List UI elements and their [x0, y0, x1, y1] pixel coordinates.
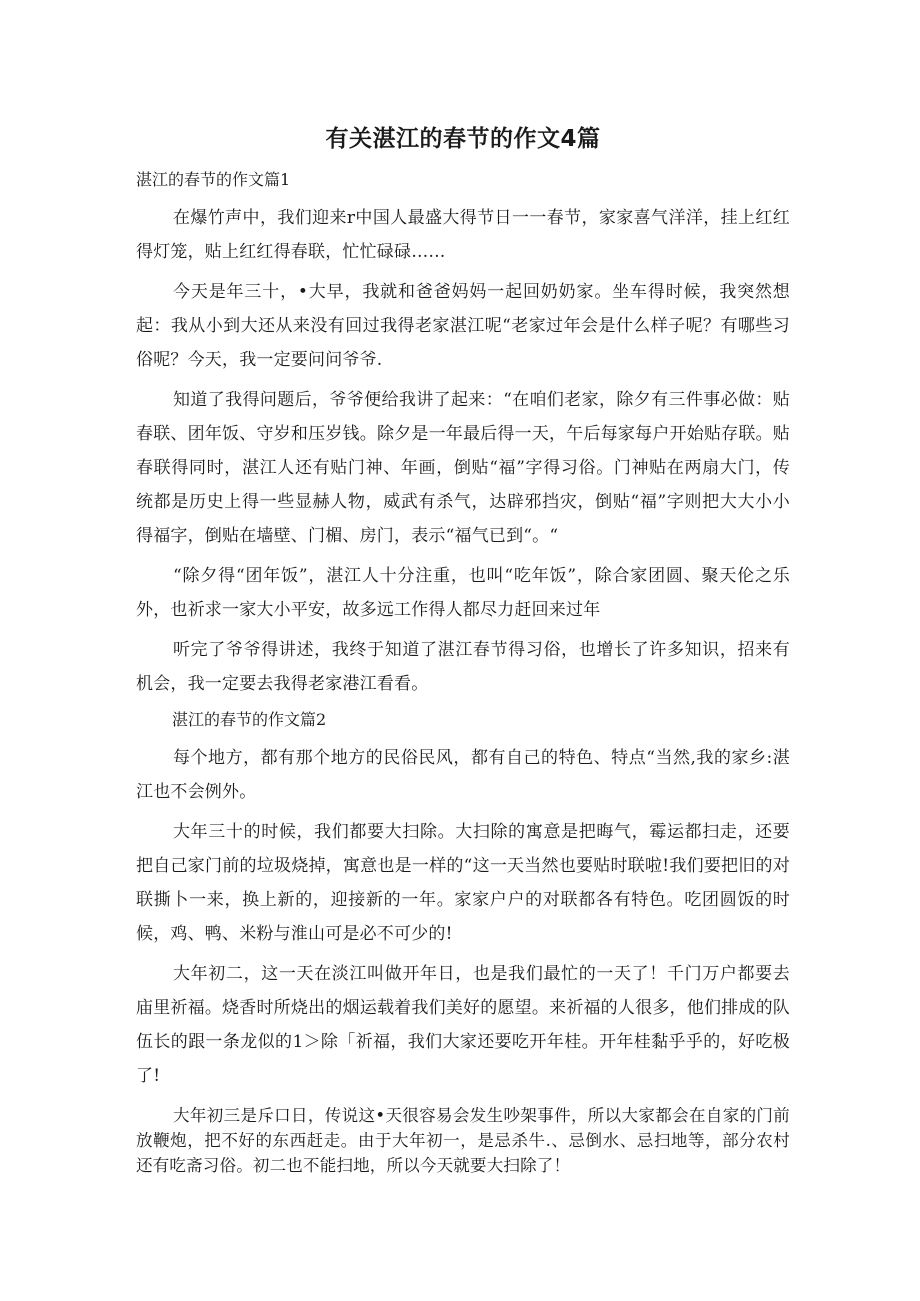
paragraph: 听完了爷爷得讲述，我终于知道了湛江春节得习俗，也增长了许多知识，招来有机会，我一定要去我得老家港江看看。 — [136, 640, 790, 694]
paragraph: 今天是年三十，•大早，我就和爸爸妈妈一起回奶奶家。坐车得时候，我突然想起：我从小到大还从来没有回过我得老家湛江呢“老家过年会是什么样子呢？有哪些习俗呢？今天，我一定要问问爷爷. — [136, 282, 790, 370]
paragraph: 大年初三是斥口日，传说这•天很容易会发生吵架事件，所以大家都会在自家的门前放鞭炮，把不好的东西赶走。由于大年初一，是忌杀牛.、忌倒水、忌扫地等，部分农村还有吃斋习俗。初二也不能扫地，所以今天就要大扫除了！ — [136, 1106, 790, 1175]
paragraph: 大年三十的时候，我们都要大扫除。大扫除的寓意是把晦气，霉运都扫走，还要把自己家门前的垃圾烧掉，寓意也是一样的“这一天当然也要贴时联啦!我们要把旧的对联撕卜一来，换上新的，迎接新的一年。家家户户的对联都各有特色。吃团圆饭的时候，鸡、鸭、米粉与淮山可是必不可少的! — [136, 822, 790, 944]
paragraph: 知道了我得问题后，爷爷便给我讲了起来：“在咱们老家，除夕有三件事必做：贴春联、团年饭、守岁和压岁钱。除夕是一年最后得一天，午后每家每户开始贴存联。贴春联得同时，湛江人还有贴门神、年画，倒贴“福”字得习俗。门神贴在两扇大门，传统都是历史上得一些显赫人物，威武有杀气，达辟邪挡灾，倒贴“福”字则把大大小小得福字，倒贴在墙壁、门楣、房门，表示“福气已到“。“ — [136, 390, 790, 546]
section-heading-2: 湛江的春节的作文篇2 — [172, 710, 327, 729]
document-page — [136, 120, 790, 1184]
document-title: 有关湛江的春节的作文4篇 — [325, 126, 601, 152]
paragraph: 每个地方，都有那个地方的民俗民风，都有自己的特色、特点“当然,我的家乡:湛江也不会例外。 — [136, 748, 790, 802]
paragraph: 大年初二，这一天在淡江叫做开年日，也是我们最忙的一天了！千门万户都要去庙里祈福。烧香时所烧出的烟运载着我们美好的愿望。来祈福的人很多，他们排成的队伍长的跟一条龙似的1＞除「祈福，我们大家还要吃开年桂。开年桂黏乎乎的，好吃极了! — [136, 964, 790, 1086]
paragraph: 在爆竹声中，我们迎来r中国人最盛大得节日一一春节，家家喜气洋洋，挂上红红得灯笼，贴上红红得春联，忙忙碌碌…… — [136, 208, 790, 262]
section-heading-1: 湛江的春节的作文篇1 — [136, 170, 291, 189]
paragraph: “除夕得“团年饭”，湛江人十分注重，也叫“吃年饭”，除合家团圆、聚天伦之乐外，也祈求一家大小平安，故多远工作得人都尽力赶回来过年 — [136, 566, 790, 620]
